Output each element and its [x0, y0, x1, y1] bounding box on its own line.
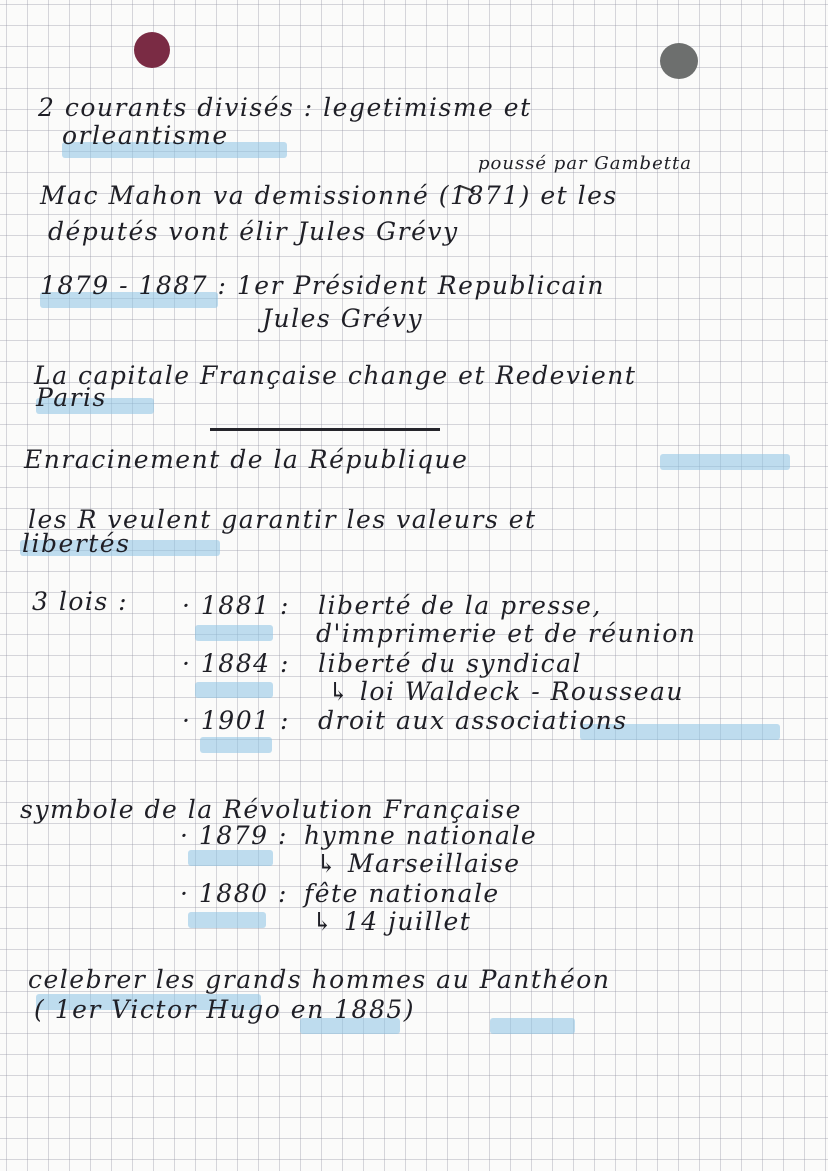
note-line: ( 1er Victor Hugo en 1885) [34, 995, 416, 1024]
annotation-gambetta: poussé par Gambetta [478, 153, 692, 174]
list-item-text: ↳ 14 juillet [312, 907, 472, 936]
punch-hole-right [660, 43, 698, 79]
list-item-date: · 1880 : [180, 879, 288, 908]
section-heading: Enracinement de la République [24, 445, 469, 474]
lois-label: 3 lois : [32, 587, 129, 616]
note-line: Paris [36, 383, 107, 412]
highlight [660, 454, 790, 470]
punch-hole-left [134, 32, 170, 68]
list-item-text: hymne nationale [304, 821, 538, 850]
section-divider [210, 428, 440, 431]
highlight [195, 682, 273, 698]
note-line: orleantisme [62, 121, 229, 150]
list-item-text: d'imprimerie et de réunion [316, 619, 697, 648]
highlight [195, 625, 273, 641]
list-item-text: liberté du syndical [318, 649, 583, 678]
note-line: Jules Grévy [262, 304, 424, 333]
list-item-text: fête nationale [304, 879, 500, 908]
list-item-date: · 1881 : [182, 591, 290, 620]
note-line: La capitale Française change et Redevient [34, 361, 637, 390]
note-line: les R veulent garantir les valeurs et [28, 505, 537, 534]
note-line: députés vont élir Jules Grévy [48, 217, 459, 246]
list-item-text: liberté de la presse, [318, 591, 602, 620]
list-item-date: · 1901 : [182, 706, 290, 735]
note-line: 1879 - 1887 : 1er Président Republicain [40, 271, 606, 300]
note-line: Mac Mahon va demissionné (1871) et les [40, 181, 618, 210]
highlight [188, 912, 266, 928]
note-line: libertés [22, 529, 131, 558]
note-line: 2 courants divisés : legetimisme et [38, 93, 532, 122]
list-item-date: · 1879 : [180, 821, 288, 850]
list-item-text: ↳ Marseillaise [316, 849, 521, 878]
highlight [490, 1018, 575, 1034]
list-item-text: droit aux associations [318, 706, 628, 735]
note-line: celebrer les grands hommes au Panthéon [28, 965, 611, 994]
highlight [188, 850, 273, 866]
symbole-title: symbole de la Révolution Française [20, 795, 522, 824]
highlight [200, 737, 272, 753]
list-item-date: · 1884 : [182, 649, 290, 678]
list-item-text: ↳ loi Waldeck - Rousseau [328, 677, 685, 706]
